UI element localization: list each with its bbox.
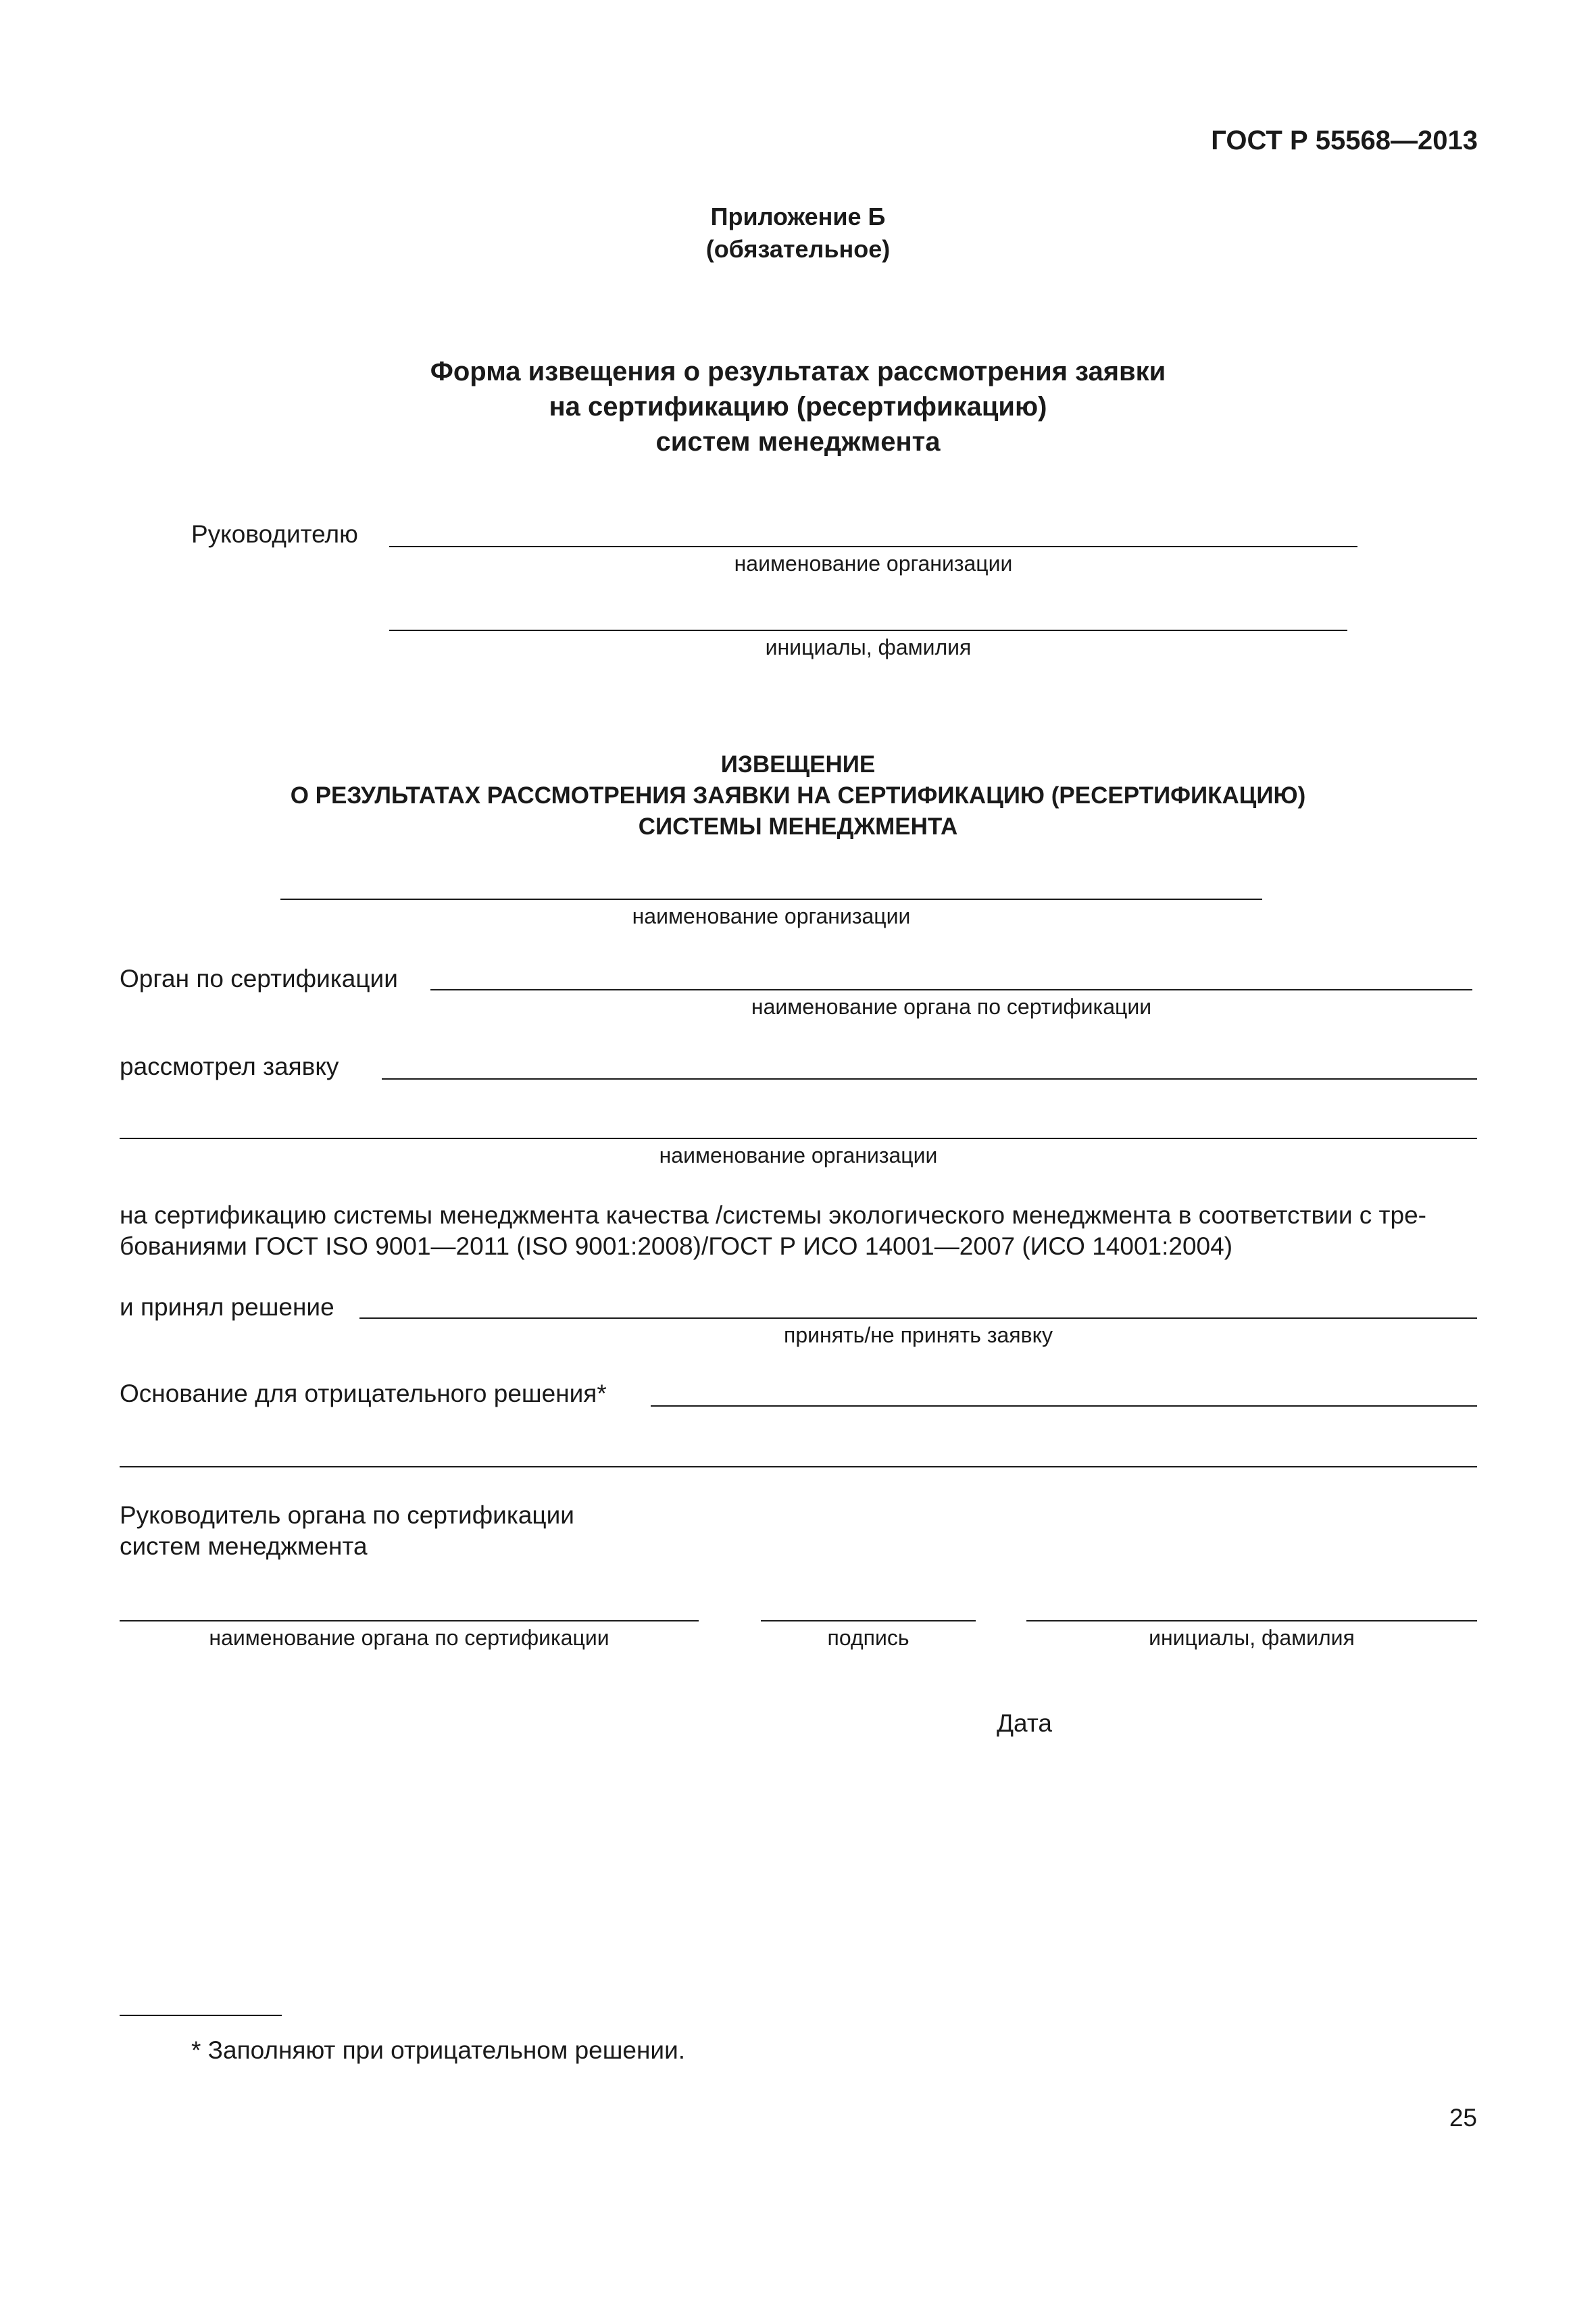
page-number: 25 [1449,2104,1477,2132]
signature-line[interactable] [761,1620,976,1621]
cert-body-label: Орган по сертификации [120,965,398,992]
notice-line2: О РЕЗУЛЬТАТАХ РАССМОТРЕНИЯ ЗАЯВКИ НА СЕРТИФИКАЦИЮ (РЕСЕРТИФИКАЦИЮ) [290,782,1306,809]
reviewed-caption: наименование организации [659,1143,938,1167]
sign-name-caption: инициалы, фамилия [1149,1626,1355,1650]
reason-line-2[interactable] [120,1466,1477,1467]
signature-caption: подпись [827,1626,909,1650]
addressee-name-line[interactable] [389,630,1347,631]
date-label: Дата [997,1709,1052,1737]
org-name-caption: наименование организации [632,904,911,928]
form-title-line3: систем менеджмента [655,427,941,457]
sign-body-caption: наименование органа по сертификации [209,1626,609,1650]
form-title-line2: на сертификацию (ресертификацию) [549,392,1047,422]
addressee-org-line[interactable] [389,546,1357,547]
decision-label: и принял решение [120,1293,334,1321]
addressee-name-caption: инициалы, фамилия [765,635,972,659]
addressee-label: Руководителю [191,520,358,548]
doc-code: ГОСТ Р 55568—2013 [1211,126,1478,155]
reviewed-label: рассмотрел заявку [120,1053,339,1080]
signatory-line2: систем менеджмента [120,1532,368,1560]
reason-label: Основание для отрицательного решения* [120,1380,607,1407]
sign-name-line[interactable] [1026,1620,1477,1621]
reviewed-line-1[interactable] [382,1078,1477,1080]
addressee-org-caption: наименование организации [734,551,1013,576]
appendix-status: (обязательное) [705,235,891,263]
org-name-line[interactable] [280,899,1262,900]
decision-caption: принять/не принять заявку [784,1323,1053,1347]
scope-line1: на сертификацию системы менеджмента качества /системы экологического менеджмента в соответствии с тре- [120,1201,1426,1229]
footnote-text: * Заполняют при отрицательном решении. [191,2036,686,2064]
cert-body-line[interactable] [430,989,1472,990]
footnote-rule [120,2015,282,2016]
form-title-line1: Форма извещения о результатах рассмотрения заявки [430,357,1166,386]
reviewed-line-2[interactable] [120,1138,1477,1139]
decision-line[interactable] [359,1317,1477,1319]
reason-line-1[interactable] [651,1405,1477,1407]
scope-line2: бованиями ГОСТ ISO 9001—2011 (ISO 9001:2008)/ГОСТ Р ИСО 14001—2007 (ИСО 14001:2004) [120,1232,1233,1260]
notice-line1: ИЗВЕЩЕНИЕ [720,751,876,778]
sign-body-line[interactable] [120,1620,699,1621]
appendix-title: Приложение Б [710,203,886,230]
signatory-line1: Руководитель органа по сертификации [120,1501,574,1529]
cert-body-caption: наименование органа по сертификации [751,995,1152,1019]
notice-line3: СИСТЕМЫ МЕНЕДЖМЕНТА [638,813,958,840]
